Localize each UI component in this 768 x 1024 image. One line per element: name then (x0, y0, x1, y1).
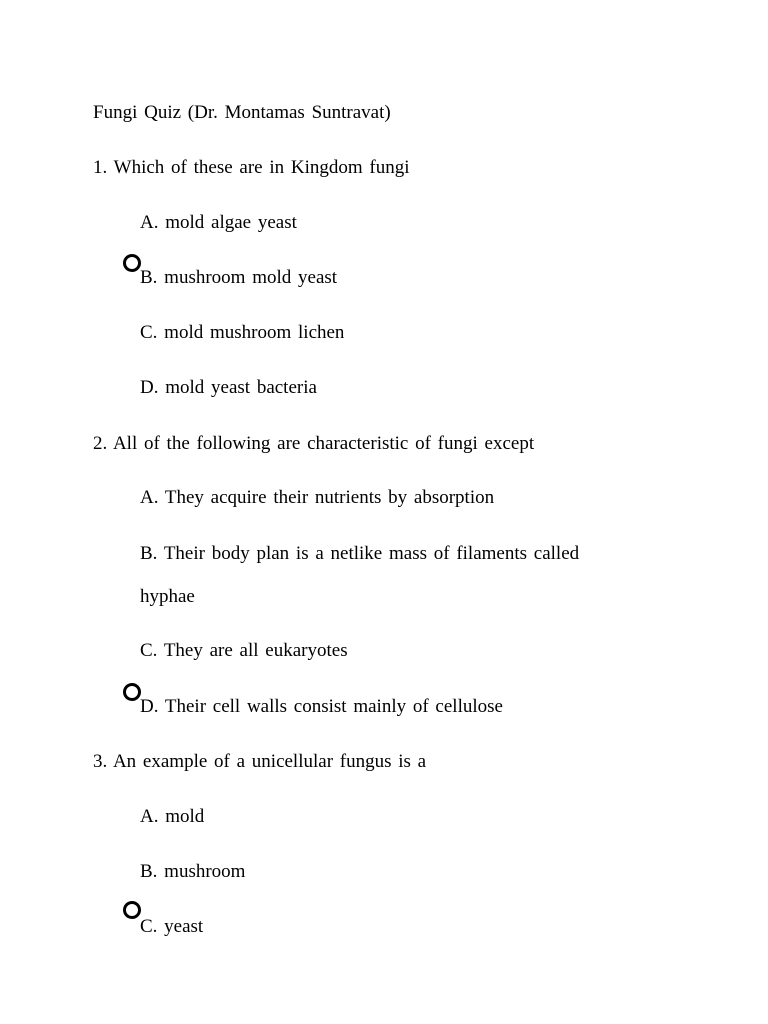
question-3-option-b: B. mushroom (140, 861, 246, 882)
question-2-option-a: A. They acquire their nutrients by absorption (140, 487, 495, 508)
question-1-option-a: A. mold algae yeast (140, 212, 297, 233)
question-1-option-c: C. mold mushroom lichen (140, 322, 345, 343)
question-3: 3. An example of a unicellular fungus is a (93, 751, 427, 772)
question-2-option-d: D. Their cell walls consist mainly of cellulose (140, 696, 503, 717)
circle-answer-mark-icon (123, 254, 141, 272)
question-2-option-b: B. Their body plan is a netlike mass of filaments called (140, 543, 580, 564)
question-2: 2. All of the following are characteristic of fungi except (93, 433, 535, 454)
question-2-option-c: C. They are all eukaryotes (140, 640, 348, 661)
circle-answer-mark-icon (123, 901, 141, 919)
question-3-option-c: C. yeast (140, 916, 204, 937)
question-2-option-b-continued: hyphae (140, 586, 195, 607)
question-1: 1. Which of these are in Kingdom fungi (93, 157, 410, 178)
question-1-option-b: B. mushroom mold yeast (140, 267, 338, 288)
circle-answer-mark-icon (123, 683, 141, 701)
question-1-option-d: D. mold yeast bacteria (140, 377, 317, 398)
question-3-option-a: A. mold (140, 806, 205, 827)
page-title: Fungi Quiz (Dr. Montamas Suntravat) (93, 102, 391, 123)
